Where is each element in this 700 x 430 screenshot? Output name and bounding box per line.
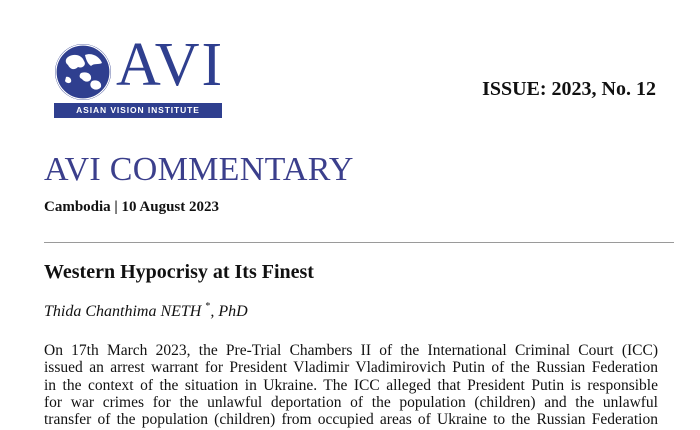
author-name: Thida Chanthima NETH: [44, 303, 202, 320]
issue-number: ISSUE: 2023, No. 12: [482, 78, 656, 100]
logo-wordmark: AVI: [116, 31, 225, 99]
avi-logo: [54, 31, 225, 120]
document-type-heading: AVI COMMENTARY: [44, 151, 354, 188]
body-line: On 17th March 2023, the Pre-Trial Chambers II of the International Criminal Court (ICC): [44, 342, 658, 359]
divider: [44, 242, 674, 243]
article-title: Western Hypocrisy at Its Finest: [44, 261, 314, 283]
author-credential: , PhD: [210, 303, 248, 320]
body-line: for war crimes for the unlawful deportation of the population (children) and the unlawful: [44, 393, 658, 411]
body-line: transfer of the population (children) from occupied areas of Ukraine to the Russian Federation: [44, 411, 658, 429]
globe-icon: [54, 43, 112, 101]
body-line: issued an arrest warrant for President Vladimir Vladimirovich Putin of the Russian Federation: [44, 359, 658, 377]
body-line: in the context of the situation in Ukraine. The ICC alleged that President Putin is responsible: [44, 376, 658, 394]
author-footnote-mark[interactable]: *: [205, 301, 211, 312]
dateline: Cambodia | 10 August 2023: [44, 199, 220, 215]
author-line: [44, 301, 248, 321]
article-body: [44, 342, 658, 428]
logo-tagline: ASIAN VISION INSTITUTE: [54, 103, 222, 118]
